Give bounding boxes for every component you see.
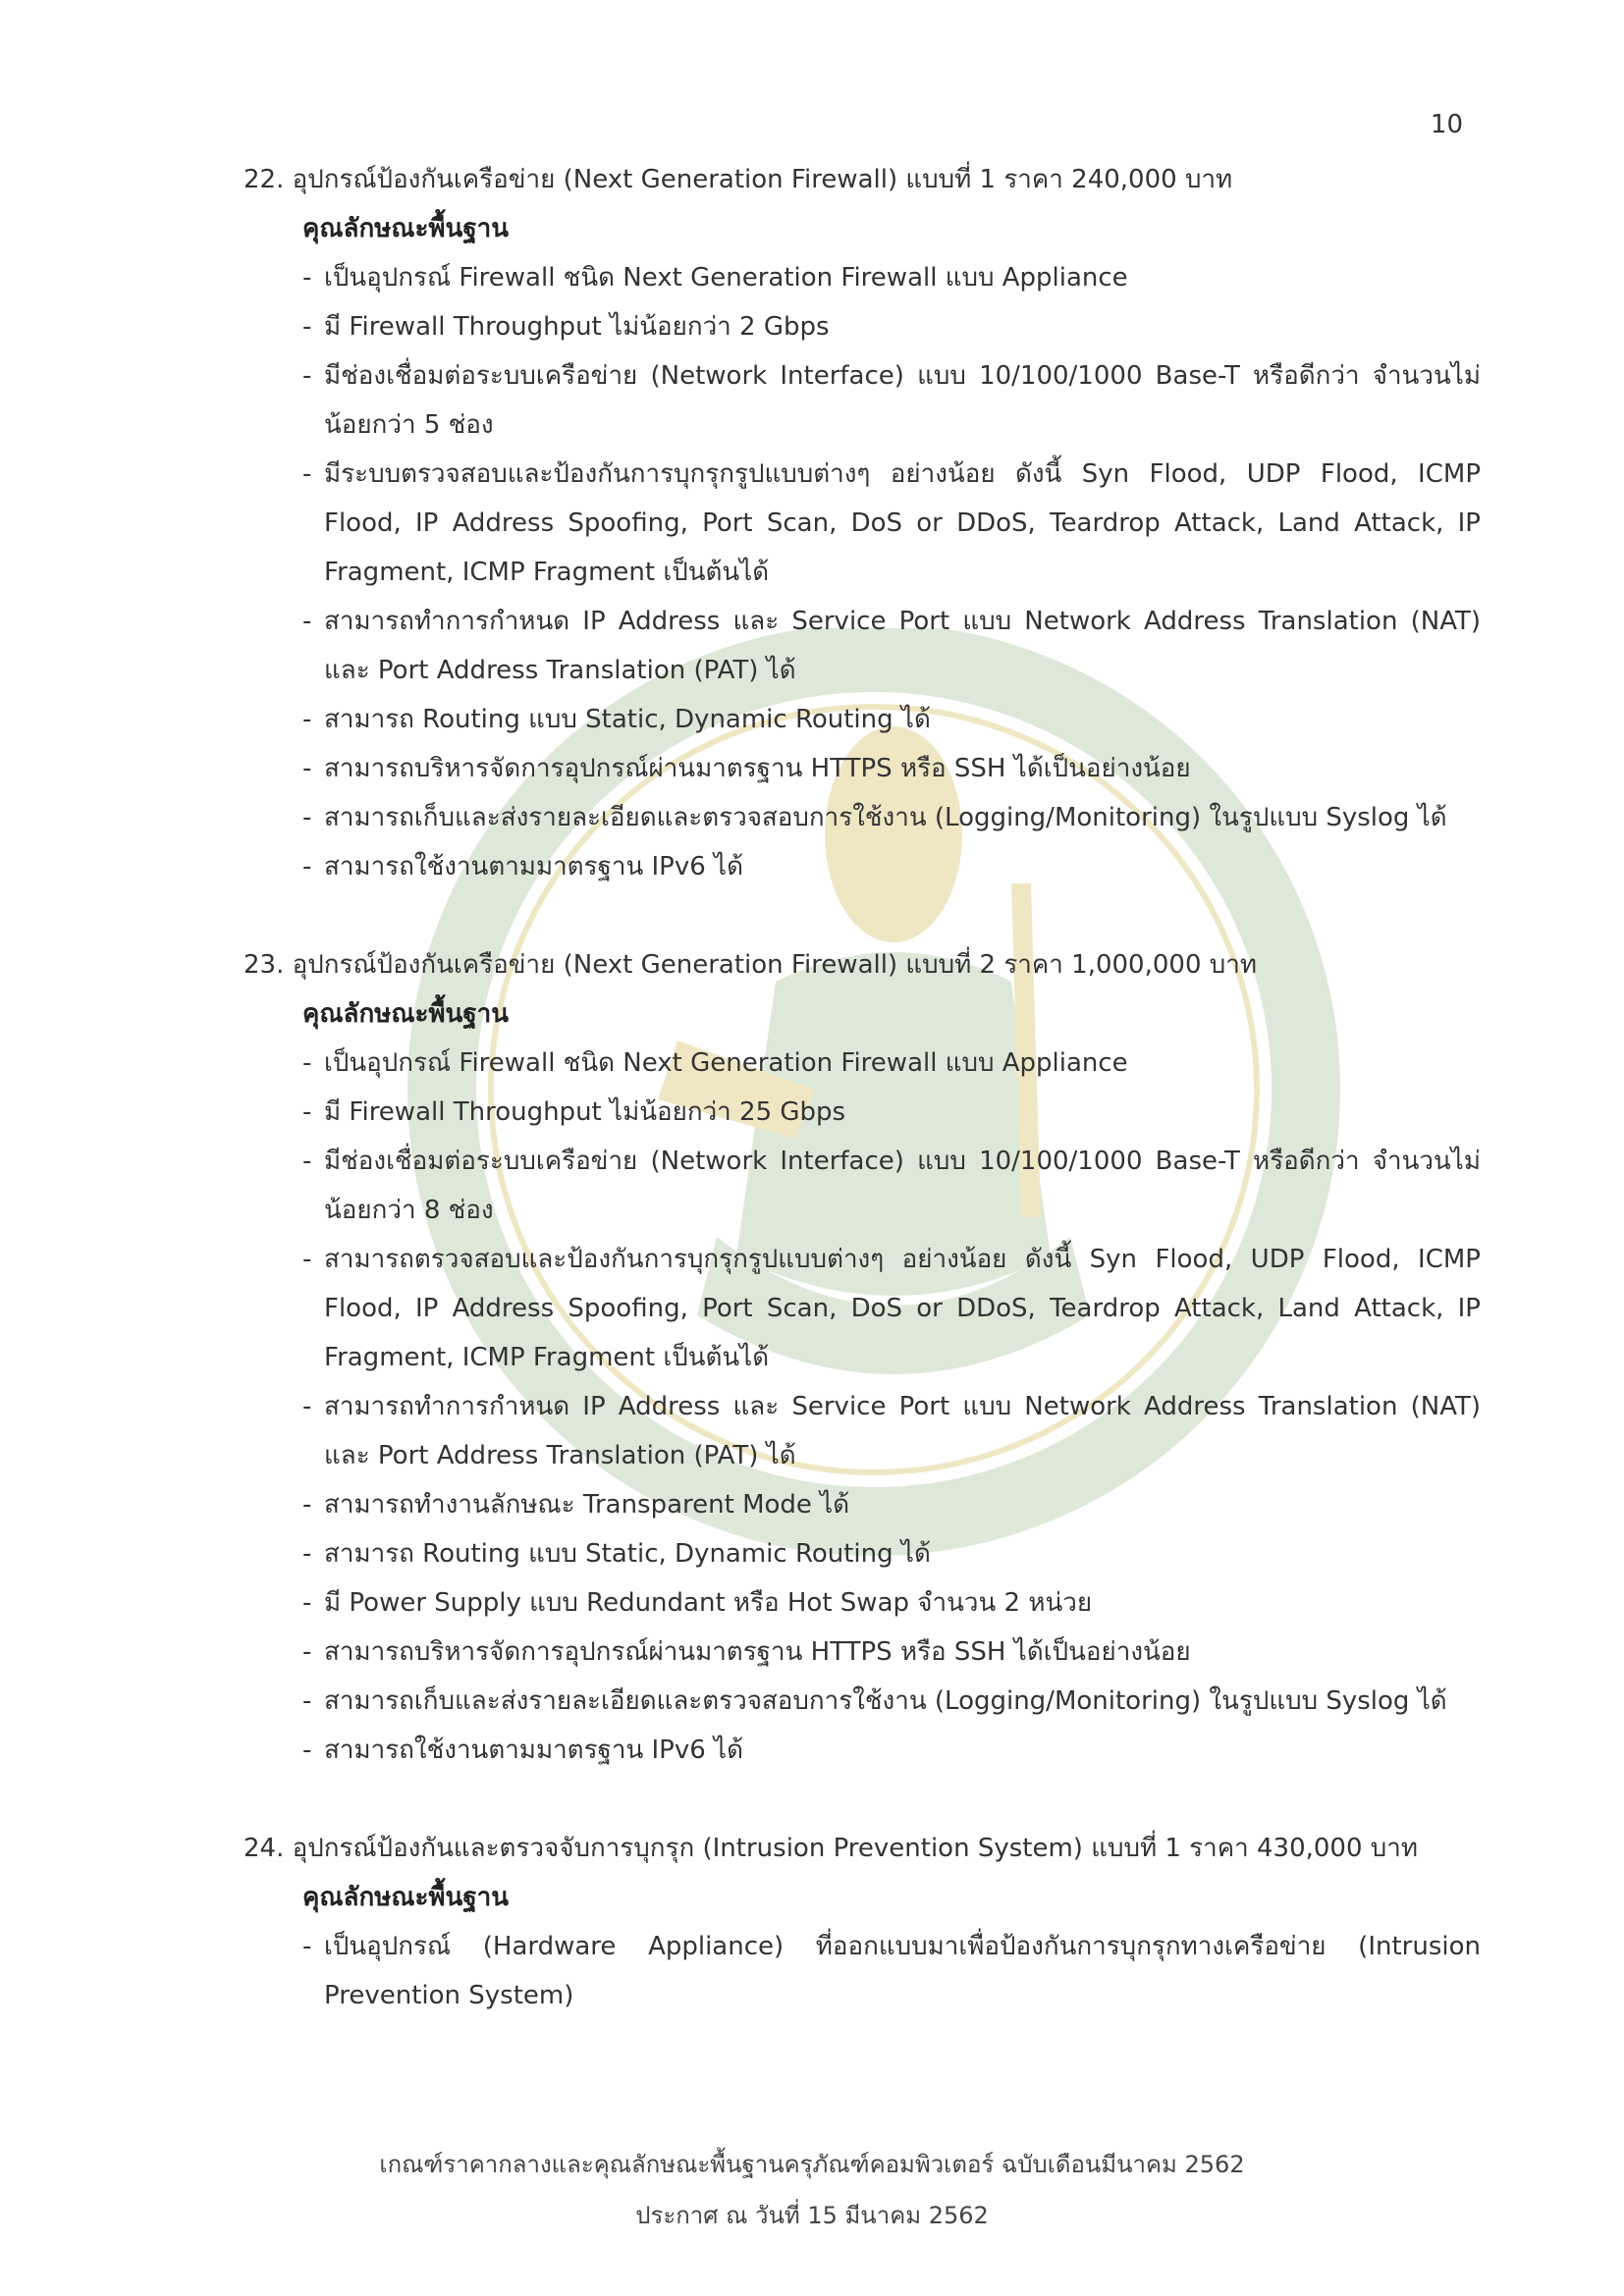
spec-item: - สามารถเก็บและส่งรายละเอียดและตรวจสอบการใช้งาน (Logging/Monitoring) ในรูปแบบ Syslog ได้ (302, 793, 1481, 842)
spec-item: - สามารถทำงานลักษณะ Transparent Mode ได้ (302, 1480, 1481, 1529)
spec-item: - สามารถใช้งานตามมาตรฐาน IPv6 ได้ (302, 1726, 1481, 1775)
section-title: 22. อุปกรณ์ป้องกันเครือข่าย (Next Generation Firewall) แบบที่ 1 ราคา 240,000 บาท (244, 165, 1233, 194)
section-subheading: คุณลักษณะพื้นฐาน (302, 1883, 510, 1912)
spec-section-24 (244, 1824, 1481, 2020)
section-subheading: คุณลักษณะพื้นฐาน (302, 214, 510, 243)
section-title: 24. อุปกรณ์ป้องกันและตรวจจับการบุกรุก (Intrusion Prevention System) แบบที่ 1 ราคา 430,000 บาท (244, 1834, 1419, 1863)
spec-item: - มี Firewall Throughput ไม่น้อยกว่า 2 Gbps (302, 302, 1481, 351)
spec-item: - สามารถ Routing แบบ Static, Dynamic Routing ได้ (302, 695, 1481, 744)
spec-section-22 (244, 155, 1481, 891)
spec-item: - เป็นอุปกรณ์ Firewall ชนิด Next Generation Firewall แบบ Appliance (302, 253, 1481, 302)
footer-document-title: เกณฑ์ราคากลางและคุณลักษณะพื้นฐานครุภัณฑ์คอมพิวเตอร์ ฉบับเดือนมีนาคม 2562 (379, 2151, 1245, 2178)
spec-item: - มีช่องเชื่อมต่อระบบเครือข่าย (Network Interface) แบบ 10/100/1000 Base-T หรือดีกว่า จำนวนไม่น้อยกว่า 5 ช่อง (302, 351, 1481, 450)
spec-item: - เป็นอุปกรณ์ (Hardware Appliance) ที่ออกแบบมาเพื่อป้องกันการบุกรุกทางเครือข่าย (Intrusion Prevention System) (302, 1922, 1481, 2020)
spec-item: - มี Power Supply แบบ Redundant หรือ Hot Swap จำนวน 2 หน่วย (302, 1578, 1481, 1628)
spec-item: - สามารถบริหารจัดการอุปกรณ์ผ่านมาตรฐาน HTTPS หรือ SSH ได้เป็นอย่างน้อย (302, 744, 1481, 793)
spec-item: - มีช่องเชื่อมต่อระบบเครือข่าย (Network Interface) แบบ 10/100/1000 Base-T หรือดีกว่า จำนวนไม่น้อยกว่า 8 ช่อง (302, 1137, 1481, 1235)
spec-item: - มี Firewall Throughput ไม่น้อยกว่า 25 Gbps (302, 1088, 1481, 1137)
spec-item: - สามารถบริหารจัดการอุปกรณ์ผ่านมาตรฐาน HTTPS หรือ SSH ได้เป็นอย่างน้อย (302, 1628, 1481, 1677)
spec-item: - สามารถ Routing แบบ Static, Dynamic Routing ได้ (302, 1529, 1481, 1578)
section-title: 23. อุปกรณ์ป้องกันเครือข่าย (Next Generation Firewall) แบบที่ 2 ราคา 1,000,000 บาท (244, 950, 1257, 980)
spec-item: - สามารถตรวจสอบและป้องกันการบุกรุกรูปแบบต่างๆ อย่างน้อย ดังนี้ Syn Flood, UDP Flood, ICMP Flood, IP Address Spoofing, Port Scan, DoS or DDoS, Teardrop Attack, Land Attack, IP Fragment, ICMP Fragment เป็นต้นได้ (302, 1235, 1481, 1382)
spec-list (244, 253, 1481, 891)
spec-item: - สามารถใช้งานตามมาตรฐาน IPv6 ได้ (302, 842, 1481, 891)
spec-item: - สามารถทำการกำหนด IP Address และ Service Port แบบ Network Address Translation (NAT) และ Port Address Translation (PAT) ได้ (302, 597, 1481, 695)
spec-list (244, 1922, 1481, 2020)
page-number: 10 (1430, 110, 1463, 139)
spec-item: - สามารถทำการกำหนด IP Address และ Service Port แบบ Network Address Translation (NAT) และ Port Address Translation (PAT) ได้ (302, 1382, 1481, 1480)
section-subheading: คุณลักษณะพื้นฐาน (302, 999, 510, 1029)
spec-item: - สามารถเก็บและส่งรายละเอียดและตรวจสอบการใช้งาน (Logging/Monitoring) ในรูปแบบ Syslog ได้ (302, 1677, 1481, 1726)
spec-item: - มีระบบตรวจสอบและป้องกันการบุกรุกรูปแบบต่างๆ อย่างน้อย ดังนี้ Syn Flood, UDP Flood, ICMP Flood, IP Address Spoofing, Port Scan, DoS or DDoS, Teardrop Attack, Land Attack, IP Fragment, ICMP Fragment เป็นต้นได้ (302, 450, 1481, 597)
document-body (244, 155, 1481, 2069)
spec-list (244, 1039, 1481, 1775)
spec-section-23 (244, 940, 1481, 1775)
spec-item: - เป็นอุปกรณ์ Firewall ชนิด Next Generation Firewall แบบ Appliance (302, 1039, 1481, 1088)
footer-announcement-date: ประกาศ ณ วันที่ 15 มีนาคม 2562 (635, 2202, 989, 2229)
